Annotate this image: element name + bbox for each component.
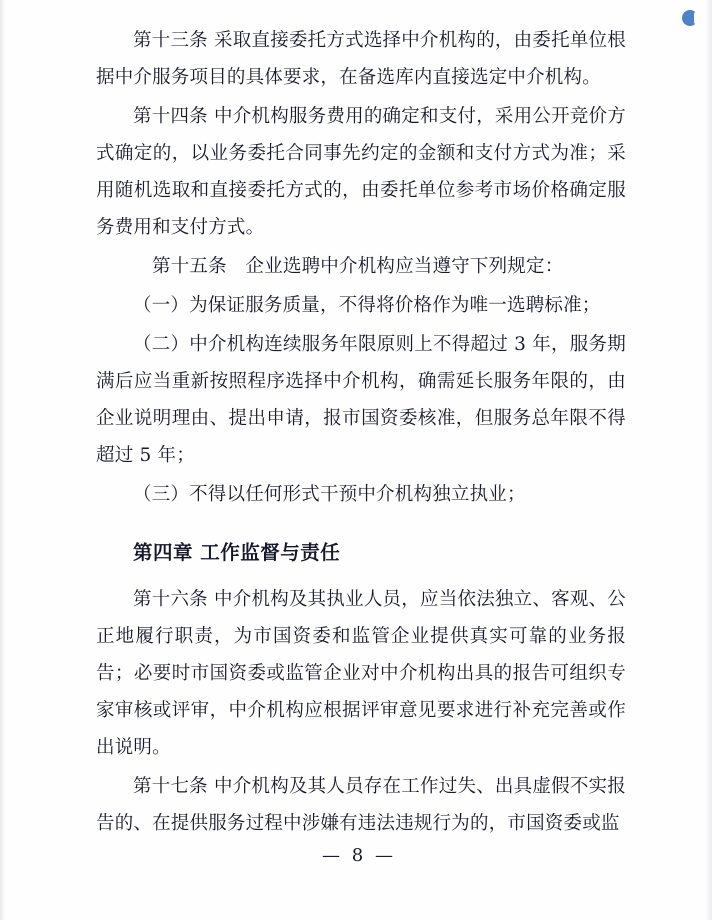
paragraph-article-15-item-1: （一）为保证服务质量，不得将价格作为唯一选聘标准；	[133, 295, 601, 316]
chapter-heading: 第四章 工作监督与责任	[133, 541, 341, 564]
paragraph-article-15-item-2: （二）中介机构连续服务年限原则上不得超过 3 年，服务期满后应当重新按照程序选择中介机构，确需延长服务年限的，由企业说明理由、提出申请，报市国资委核准，但服务总年限不得超过 5 年；	[96, 334, 626, 466]
scan-edge-left	[0, 0, 6, 920]
page-number: — 8 —	[322, 845, 396, 866]
paragraph-article-16: 第十六条 中介机构及其执业人员，应当依法独立、客观、公正地履行职责，为市国资委和监管企业提供真实可靠的业务报告；必要时市国资委或监管企业对中介机构出具的报告可组织专家审核或评审，中介机构应根据评审意见要求进行补充完善或作出说明。	[96, 589, 626, 758]
document-body	[96, 22, 626, 844]
paragraph-article-15: 第十五条 企业选聘中介机构应当遵守下列规定：	[152, 256, 564, 277]
page-corner-mark-icon	[682, 10, 698, 26]
page-footer	[0, 845, 712, 866]
paragraph-article-17: 第十七条 中介机构及其人员存在工作过失、出具虚假不实报告的、在提供服务过程中涉嫌有违法违规行为的，市国资委或监	[96, 776, 626, 834]
paragraph-article-13: 第十三条 采取直接委托方式选择中介机构的，由委托单位根据中介服务项目的具体要求，在备选库内直接选定中介机构。	[96, 30, 626, 88]
scan-edge-right	[704, 0, 712, 920]
paragraph-article-15-item-3: （三）不得以任何形式干预中介机构独立执业；	[133, 484, 526, 505]
paragraph-article-14: 第十四条 中介机构服务费用的确定和支付，采用公开竞价方式确定的，以业务委托合同事先约定的金额和支付方式为准；采用随机选取和直接委托方式的，由委托单位参考市场价格确定服务费用和支付方式。	[96, 106, 626, 238]
